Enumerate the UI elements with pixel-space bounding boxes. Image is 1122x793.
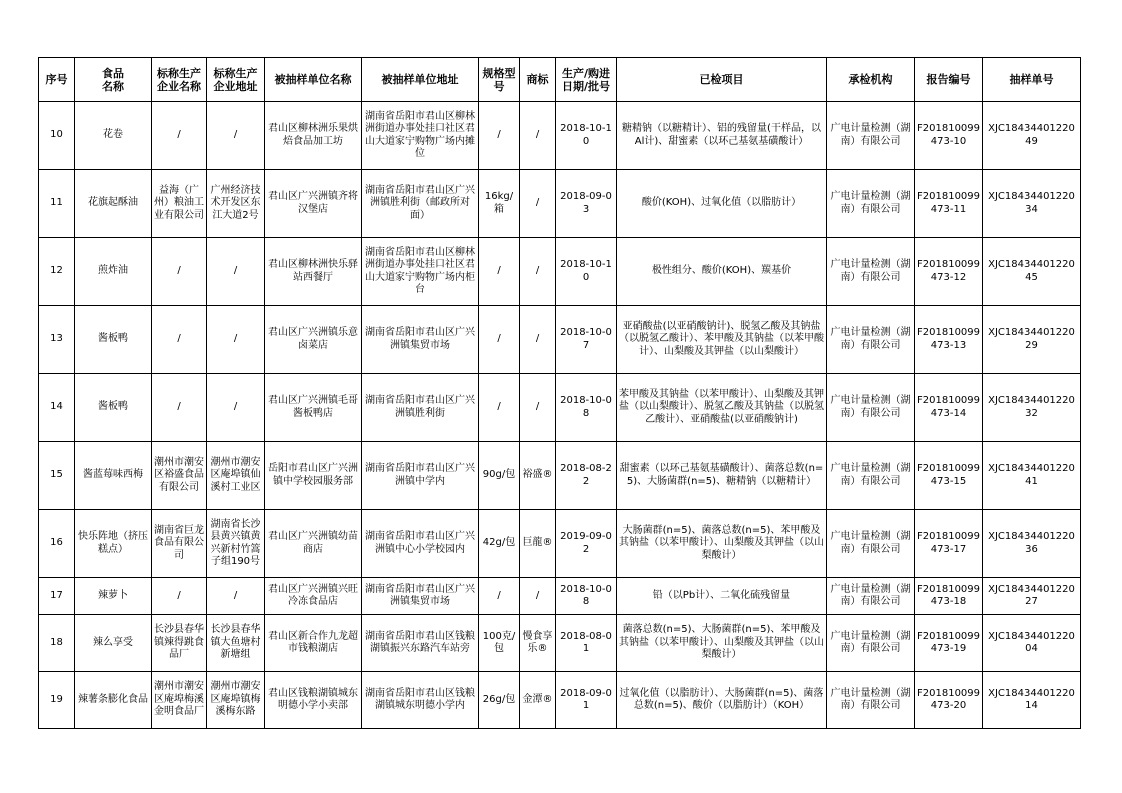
cell-col-index: 11: [39, 170, 75, 238]
cell-col-spec: 26g/包: [479, 672, 520, 729]
cell-col-brand: 裕盛®: [520, 442, 556, 510]
cell-col-index: 19: [39, 672, 75, 729]
inspection-table: [38, 57, 1081, 729]
cell-col-sampled-unit-name: 君山区钱粮湖镇城东明德小学小卖部: [265, 672, 362, 729]
cell-col-sample-no: XJC1843440122034: [983, 170, 1081, 238]
table-body: [39, 102, 1081, 729]
cell-col-spec: 100克/包: [479, 615, 520, 672]
cell-col-manufacturer-name: 潮州市潮安区裕盛食品有限公司: [152, 442, 207, 510]
cell-col-manufacturer-name: 潮州市潮安区庵埠梅溪金明食品厂: [152, 672, 207, 729]
cell-col-index: 10: [39, 102, 75, 170]
cell-col-test-items: 铅（以Pb计）、二氧化硫残留量: [617, 578, 827, 615]
cell-col-test-items: 糖精钠（以糖精计）、铝的残留量(干样品，以Al计)、甜蜜素（以环己基氨基磺酸计）: [617, 102, 827, 170]
cell-col-manufacturer-address: 长沙县春华镇大鱼塘村新塘组: [207, 615, 265, 672]
cell-col-manufacturer-name: /: [152, 578, 207, 615]
table-header: [39, 58, 1081, 102]
table-row: [39, 238, 1081, 306]
cell-col-lab: 广电计量检测（湖南）有限公司: [827, 102, 915, 170]
cell-col-test-items: 菌落总数(n=5)、大肠菌群(n=5)、苯甲酸及其钠盐（以苯甲酸计）、山梨酸及其钾盐（以山梨酸计）: [617, 615, 827, 672]
table-row: [39, 510, 1081, 578]
cell-col-manufacturer-name: 湖南省巨龙食品有限公司: [152, 510, 207, 578]
cell-col-food-name: 花旗起酥油: [75, 170, 152, 238]
cell-col-manufacturer-name: /: [152, 102, 207, 170]
cell-col-sampled-unit-name: 君山区广兴洲镇乐意卤菜店: [265, 306, 362, 374]
header-col-manufacturer-address: 标称生产 企业地址: [207, 58, 265, 102]
cell-col-lab: 广电计量检测（湖南）有限公司: [827, 374, 915, 442]
cell-col-brand: /: [520, 374, 556, 442]
cell-col-lab: 广电计量检测（湖南）有限公司: [827, 672, 915, 729]
cell-col-sampled-unit-name: 岳阳市君山区广兴洲镇中学校园服务部: [265, 442, 362, 510]
cell-col-index: 15: [39, 442, 75, 510]
cell-col-sample-no: XJC1843440122029: [983, 306, 1081, 374]
cell-col-food-name: 花卷: [75, 102, 152, 170]
cell-col-date-batch: 2018-08-22: [556, 442, 617, 510]
table-row: [39, 170, 1081, 238]
cell-col-date-batch: 2018-10-10: [556, 238, 617, 306]
cell-col-sampled-unit-name: 君山区广兴洲镇幼苗商店: [265, 510, 362, 578]
cell-col-sampled-unit-name: 君山区广兴洲镇兴旺冷冻食品店: [265, 578, 362, 615]
cell-col-spec: 90g/包: [479, 442, 520, 510]
cell-col-report-no: F201810099473-15: [915, 442, 983, 510]
cell-col-index: 18: [39, 615, 75, 672]
cell-col-sampled-unit-address: 湖南省岳阳市君山区钱粮湖镇振兴东路汽车站旁: [362, 615, 479, 672]
header-col-report-no: 报告编号: [915, 58, 983, 102]
cell-col-sample-no: XJC1843440122032: [983, 374, 1081, 442]
table-row: [39, 615, 1081, 672]
cell-col-food-name: 辣薯条膨化食品: [75, 672, 152, 729]
header-col-index: 序号: [39, 58, 75, 102]
header-col-test-items: 已检项目: [617, 58, 827, 102]
cell-col-sampled-unit-name: 君山区新合作九龙超市钱粮湖店: [265, 615, 362, 672]
cell-col-food-name: 煎炸油: [75, 238, 152, 306]
cell-col-sampled-unit-address: 湖南省岳阳市君山区广兴洲镇中心小学校园内: [362, 510, 479, 578]
cell-col-sample-no: XJC1843440122045: [983, 238, 1081, 306]
cell-col-sample-no: XJC1843440122014: [983, 672, 1081, 729]
cell-col-report-no: F201810099473-19: [915, 615, 983, 672]
cell-col-test-items: 极性组分、酸价(KOH)、羰基价: [617, 238, 827, 306]
header-col-brand: 商标: [520, 58, 556, 102]
cell-col-brand: /: [520, 306, 556, 374]
cell-col-spec: /: [479, 374, 520, 442]
table-row: [39, 306, 1081, 374]
cell-col-manufacturer-name: 长沙县春华镇辣得跳食品厂: [152, 615, 207, 672]
cell-col-manufacturer-address: /: [207, 374, 265, 442]
cell-col-manufacturer-address: 湖南省长沙县黄兴镇黄兴新村竹篙子组190号: [207, 510, 265, 578]
cell-col-date-batch: 2018-09-01: [556, 672, 617, 729]
cell-col-lab: 广电计量检测（湖南）有限公司: [827, 578, 915, 615]
cell-col-food-name: 酱板鸭: [75, 374, 152, 442]
cell-col-test-items: 过氧化值（以脂肪计）、大肠菌群(n=5)、菌落总数(n=5)、酸价（以脂肪计）（KOH）: [617, 672, 827, 729]
cell-col-test-items: 酸价(KOH)、过氧化值（以脂肪计）: [617, 170, 827, 238]
cell-col-date-batch: 2018-08-01: [556, 615, 617, 672]
cell-col-brand: 慢食享乐®: [520, 615, 556, 672]
cell-col-report-no: F201810099473-20: [915, 672, 983, 729]
header-col-manufacturer-name: 标称生产 企业名称: [152, 58, 207, 102]
cell-col-test-items: 苯甲酸及其钠盐（以苯甲酸计）、山梨酸及其钾盐（以山梨酸计）、脱氢乙酸及其钠盐（以脱氢乙酸计）、亚硝酸盐(以亚硝酸钠计): [617, 374, 827, 442]
cell-col-test-items: 甜蜜素（以环己基氨基磺酸计）、菌落总数(n=5)、大肠菌群(n=5)、糖精钠（以糖精计）: [617, 442, 827, 510]
cell-col-sampled-unit-address: 湖南省岳阳市君山区柳林洲街道办事处挂口社区君山大道家宁购物广场内摊位: [362, 102, 479, 170]
cell-col-food-name: 辣萝卜: [75, 578, 152, 615]
cell-col-sampled-unit-name: 君山区广兴洲镇齐将汉堡店: [265, 170, 362, 238]
cell-col-food-name: 酱板鸭: [75, 306, 152, 374]
cell-col-food-name: 酱蓝莓味西梅: [75, 442, 152, 510]
cell-col-spec: 16kg/箱: [479, 170, 520, 238]
cell-col-report-no: F201810099473-12: [915, 238, 983, 306]
cell-col-brand: /: [520, 238, 556, 306]
cell-col-brand: 金潭®: [520, 672, 556, 729]
cell-col-sampled-unit-address: 湖南省岳阳市君山区柳林洲街道办事处挂口社区君山大道家宁购物广场内柜台: [362, 238, 479, 306]
cell-col-spec: /: [479, 102, 520, 170]
cell-col-spec: /: [479, 578, 520, 615]
cell-col-sample-no: XJC1843440122036: [983, 510, 1081, 578]
header-col-date-batch: 生产/购进 日期/批号: [556, 58, 617, 102]
cell-col-index: 17: [39, 578, 75, 615]
cell-col-index: 12: [39, 238, 75, 306]
cell-col-test-items: 亚硝酸盐(以亚硝酸钠计)、脱氢乙酸及其钠盐（以脱氢乙酸计）、苯甲酸及其钠盐（以苯甲酸计）、山梨酸及其钾盐（以山梨酸计）: [617, 306, 827, 374]
cell-col-brand: /: [520, 578, 556, 615]
cell-col-sampled-unit-name: 君山区广兴洲镇毛哥酱板鸭店: [265, 374, 362, 442]
cell-col-sampled-unit-name: 君山区柳林洲快乐驿站西餐厅: [265, 238, 362, 306]
cell-col-manufacturer-name: /: [152, 306, 207, 374]
cell-col-lab: 广电计量检测（湖南）有限公司: [827, 442, 915, 510]
header-col-spec: 规格型 号: [479, 58, 520, 102]
header-col-lab: 承检机构: [827, 58, 915, 102]
cell-col-spec: /: [479, 238, 520, 306]
cell-col-date-batch: 2019-09-02: [556, 510, 617, 578]
cell-col-lab: 广电计量检测（湖南）有限公司: [827, 238, 915, 306]
cell-col-sampled-unit-address: 湖南省岳阳市君山区钱粮湖镇城东明德小学内: [362, 672, 479, 729]
cell-col-brand: 巨龍®: [520, 510, 556, 578]
cell-col-report-no: F201810099473-14: [915, 374, 983, 442]
cell-col-manufacturer-name: 益海（广州）粮油工业有限公司: [152, 170, 207, 238]
cell-col-lab: 广电计量检测（湖南）有限公司: [827, 170, 915, 238]
cell-col-brand: /: [520, 170, 556, 238]
cell-col-report-no: F201810099473-17: [915, 510, 983, 578]
cell-col-manufacturer-address: /: [207, 102, 265, 170]
cell-col-manufacturer-address: /: [207, 578, 265, 615]
cell-col-lab: 广电计量检测（湖南）有限公司: [827, 615, 915, 672]
cell-col-date-batch: 2018-10-10: [556, 102, 617, 170]
table-row: [39, 442, 1081, 510]
cell-col-report-no: F201810099473-10: [915, 102, 983, 170]
cell-col-food-name: 快乐阵地（挤压糕点）: [75, 510, 152, 578]
header-col-sampled-unit-name: 被抽样单位名称: [265, 58, 362, 102]
cell-col-sampled-unit-address: 湖南省岳阳市君山区广兴洲镇集贸市场: [362, 578, 479, 615]
table-row: [39, 578, 1081, 615]
cell-col-report-no: F201810099473-11: [915, 170, 983, 238]
cell-col-sampled-unit-address: 湖南省岳阳市君山区广兴洲镇集贸市场: [362, 306, 479, 374]
header-col-sample-no: 抽样单号: [983, 58, 1081, 102]
cell-col-manufacturer-address: 潮州市潮安区庵埠镇梅溪梅东路: [207, 672, 265, 729]
cell-col-sample-no: XJC1843440122027: [983, 578, 1081, 615]
cell-col-date-batch: 2018-10-08: [556, 578, 617, 615]
cell-col-food-name: 辣么享受: [75, 615, 152, 672]
cell-col-index: 16: [39, 510, 75, 578]
table-row: [39, 672, 1081, 729]
table-row: [39, 102, 1081, 170]
cell-col-sampled-unit-address: 湖南省岳阳市君山区广兴洲镇胜利街（邮政所对面）: [362, 170, 479, 238]
cell-col-manufacturer-name: /: [152, 238, 207, 306]
cell-col-index: 13: [39, 306, 75, 374]
cell-col-sampled-unit-address: 湖南省岳阳市君山区广兴洲镇中学内: [362, 442, 479, 510]
cell-col-report-no: F201810099473-13: [915, 306, 983, 374]
cell-col-report-no: F201810099473-18: [915, 578, 983, 615]
table-row: [39, 374, 1081, 442]
cell-col-manufacturer-address: 广州经济技术开发区东江大道2号: [207, 170, 265, 238]
cell-col-date-batch: 2018-10-08: [556, 374, 617, 442]
cell-col-spec: 42g/包: [479, 510, 520, 578]
cell-col-date-batch: 2018-09-03: [556, 170, 617, 238]
cell-col-test-items: 大肠菌群(n=5)、菌落总数(n=5)、苯甲酸及其钠盐（以苯甲酸计）、山梨酸及其钾盐（以山梨酸计）: [617, 510, 827, 578]
cell-col-sampled-unit-address: 湖南省岳阳市君山区广兴洲镇胜利街: [362, 374, 479, 442]
cell-col-lab: 广电计量检测（湖南）有限公司: [827, 510, 915, 578]
header-col-food-name: 食品 名称: [75, 58, 152, 102]
cell-col-date-batch: 2018-10-07: [556, 306, 617, 374]
cell-col-sample-no: XJC1843440122004: [983, 615, 1081, 672]
cell-col-sampled-unit-name: 君山区柳林洲乐果烘焙食品加工坊: [265, 102, 362, 170]
cell-col-index: 14: [39, 374, 75, 442]
cell-col-manufacturer-address: 潮州市潮安区庵埠镇仙溪村工业区: [207, 442, 265, 510]
cell-col-lab: 广电计量检测（湖南）有限公司: [827, 306, 915, 374]
cell-col-manufacturer-address: /: [207, 306, 265, 374]
cell-col-sample-no: XJC1843440122049: [983, 102, 1081, 170]
cell-col-manufacturer-address: /: [207, 238, 265, 306]
cell-col-brand: /: [520, 102, 556, 170]
cell-col-manufacturer-name: /: [152, 374, 207, 442]
cell-col-spec: /: [479, 306, 520, 374]
header-col-sampled-unit-address: 被抽样单位地址: [362, 58, 479, 102]
cell-col-sample-no: XJC1843440122041: [983, 442, 1081, 510]
